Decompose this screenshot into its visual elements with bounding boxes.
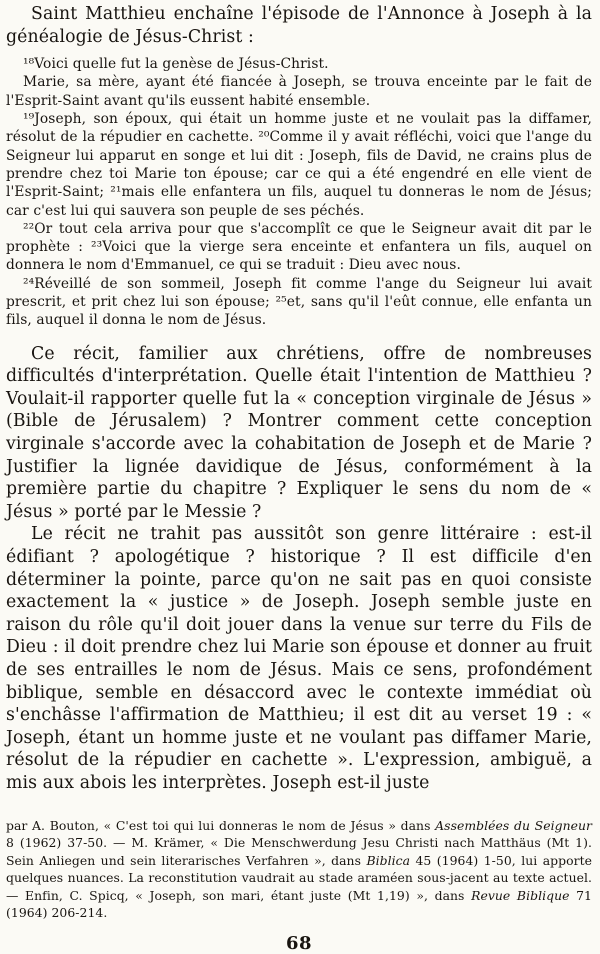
quote-verses-24-25: ²⁴Réveillé de son sommeil, Joseph fit comme l'ange du Seigneur lui avait prescrit, et prit chez lui son épouse; ²⁵et, sans qu'il l'eût connue, elle enfanta un fils, auquel il donna le nom de Jésus. [6,275,592,329]
quote-verses-22-23: ²²Or tout cela arriva pour que s'accomplît ce que le Seigneur avait dit par le prophète : ²³Voici que la vierge sera enceinte et enfantera un fils, auquel on donnera le nom d'Emmanuel, ce qui se traduit : Dieu avec nous. [6,220,592,274]
intro-paragraph: Saint Matthieu enchaîne l'épisode de l'Annonce à Joseph à la généalogie de Jésus-Christ : [6,4,592,47]
scripture-quote-block [6,55,592,329]
intro-section [6,3,592,48]
quote-verse-18: ¹⁸Voici quelle fut la genèse de Jésus-Christ. [23,56,329,73]
commentary-section [6,343,592,795]
quote-marie-paragraph: Marie, sa mère, ayant été fiancée à Joseph, se trouva enceinte par le fait de l'Esprit-Saint avant qu'ils eussent habité ensemble. [6,74,592,109]
quote-verses-19-21: ¹⁹Joseph, son époux, qui était un homme juste et ne voulait pas la diffamer, résolut de la répudier en cachette. ²⁰Comme il y avait réfléchi, voici que l'ange du Seigneur lui apparut en songe et lui dit : Joseph, fils de David, ne crains plus de prendre chez toi Marie ton épouse; car ce qui a été engendré en elle vient de l'Esprit-Saint; ²¹mais elle enfantera un fils, auquel tu donneras le nom de Jésus; car c'est lui qui sauvera son peuple de ses péchés. [6,111,592,219]
page-number: 68 [285,933,313,954]
footnote: par A. Bouton, « C'est toi qui lui donneras le nom de Jésus » dans Assemblées du Seigneur 8 (1962) 37-50. — M. Krämer, « Die Menschwerdung Jesu Christi nach Matthäus (Mt 1). Sein Anliegen und sein literarisches Verfahren », dans Biblica 45 (1964) 1-50, lui apporte quelques nuances. La reconstitution vaudrait au stade araméen sous-jacent au texte actuel. — Enfin, C. Spicq, « Joseph, son mari, étant juste (Mt 1,19) », dans Revue Biblique 71 (1964) 206-214. [6,817,592,921]
commentary-paragraph-1: Ce récit, familier aux chrétiens, offre de nombreuses difficultés d'interprétation. Quelle était l'intention de Matthieu ? Voulait-il rapporter quelle fut la « conception virginale de Jésus » (Bible de Jérusalem) ? Montrer comment cette conception virginale s'accorde avec la cohabitation de Joseph et de Marie ? Justifier la lignée davidique de Jésus, conformément à la première partie du chapitre ? Expliquer le sens du nom de « Jésus » porté par le Messie ? [6,343,592,522]
commentary-paragraph-2: Le récit ne trahit pas aussitôt son genre littéraire : est-il édifiant ? apologétique ? historique ? Il est difficile d'en déterminer la pointe, parce qu'on ne sait pas en quoi consiste exactement la « justice » de Joseph. Joseph semble juste en raison du rôle qu'il doit jouer dans la venue sur terre du Fils de Dieu : il doit prendre chez lui Marie son épouse et donner au fruit de ses entrailles le nom de Jésus. Mais ce sens, profondément biblique, semble en désaccord avec le contexte immédiat où s'enchâsse l'affirmation de Matthieu; il est dit au verset 19 : « Joseph, étant un homme juste et ne voulant pas diffamer Marie, résolut de la répudier en cachette ». L'expression, ambiguë, a mis aux abois les interprètes. Joseph est-il juste [6,524,592,793]
